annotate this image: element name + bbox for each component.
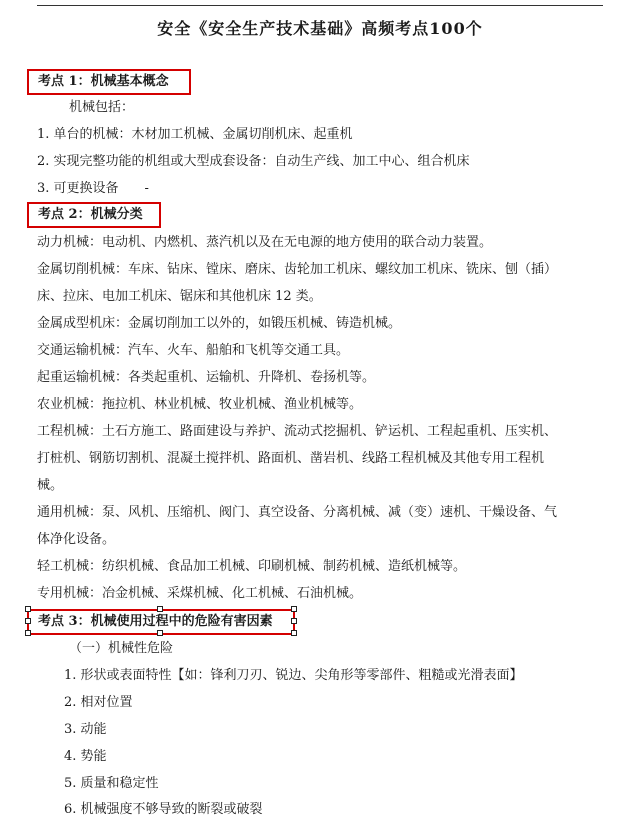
section-2-heading: 考点 2：机械分类 [38, 207, 143, 222]
section-2-line: 金属成型机床：金属切削加工以外的，如锻压机械、铸造机械。 [37, 316, 402, 331]
section-3-item: 4. 势能 [64, 749, 107, 764]
section-1-heading: 考点 1：机械基本概念 [38, 74, 169, 89]
section-3-subheading: （一）机械性危险 [69, 641, 174, 656]
section-2-line: 床、拉床、电加工机床、锯床和其他机床 12 类。 [37, 289, 322, 304]
selection-handle[interactable] [157, 606, 163, 612]
section-2-line: 体净化设备。 [37, 532, 116, 547]
section-1-item [37, 180, 149, 198]
dash-mark: - [144, 181, 149, 196]
section-1-intro: 机械包括： [69, 100, 135, 115]
section-2-line: 专用机械：冶金机械、采煤机械、化工机械、石油机械。 [37, 586, 363, 601]
selection-handle[interactable] [25, 618, 31, 624]
section-2-line: 起重运输机械：各类起重机、运输机、升降机、卷扬机等。 [37, 370, 376, 385]
document-title: 安全《安全生产技术基础》高频考点100个 [157, 19, 483, 38]
section-3-item: 5. 质量和稳定性 [64, 776, 159, 791]
selection-handle[interactable] [25, 606, 31, 612]
section-3-item: 2. 相对位置 [64, 695, 133, 710]
selection-handle[interactable] [25, 630, 31, 636]
section-3-heading: 考点 3：机械使用过程中的危险有害因素 [38, 614, 273, 629]
selection-handle[interactable] [291, 630, 297, 636]
section-2-line: 械。 [37, 478, 64, 493]
section-2-line: 轻工机械：纺织机械、食品加工机械、印刷机械、制药机械、造纸机械等。 [37, 559, 467, 574]
section-1-item: 2. 实现完整功能的机组或大型成套设备：自动生产线、加工中心、组合机床 [37, 154, 470, 169]
section-3-item: 3. 动能 [64, 722, 107, 737]
section-3-item: 1. 形状或表面特性【如：锋利刀刃、锐边、尖角形等零部件、粗糙或光滑表面】 [64, 668, 523, 683]
item-text: 3. 可更换设备 [37, 181, 119, 196]
section-2-line: 通用机械：泵、风机、压缩机、阀门、真空设备、分离机械、减（变）速机、干燥设备、气 [37, 505, 558, 520]
top-rule [37, 5, 603, 6]
section-2-line: 工程机械：土石方施工、路面建设与养护、流动式挖掘机、铲运机、工程起重机、压实机、 [37, 424, 558, 439]
section-2-line: 金属切削机械：车床、钻床、镗床、磨床、齿轮加工机床、螺纹加工机床、铣床、刨（插） [37, 262, 558, 277]
section-1-item: 1. 单台的机械：木材加工机械、金属切削机床、起重机 [37, 127, 353, 142]
section-2-line: 交通运输机械：汽车、火车、船舶和飞机等交通工具。 [37, 343, 350, 358]
selection-handle[interactable] [291, 618, 297, 624]
selection-handle[interactable] [291, 606, 297, 612]
selection-handle[interactable] [157, 630, 163, 636]
section-2-line: 打桩机、钢筋切割机、混凝土搅拌机、路面机、凿岩机、线路工程机械及其他专用工程机 [37, 451, 545, 466]
section-2-line: 农业机械：拖拉机、林业机械、牧业机械、渔业机械等。 [37, 397, 363, 412]
section-3-item: 6. 机械强度不够导致的断裂或破裂 [64, 802, 263, 817]
section-2-line: 动力机械：电动机、内燃机、蒸汽机以及在无电源的地方使用的联合动力装置。 [37, 235, 493, 250]
